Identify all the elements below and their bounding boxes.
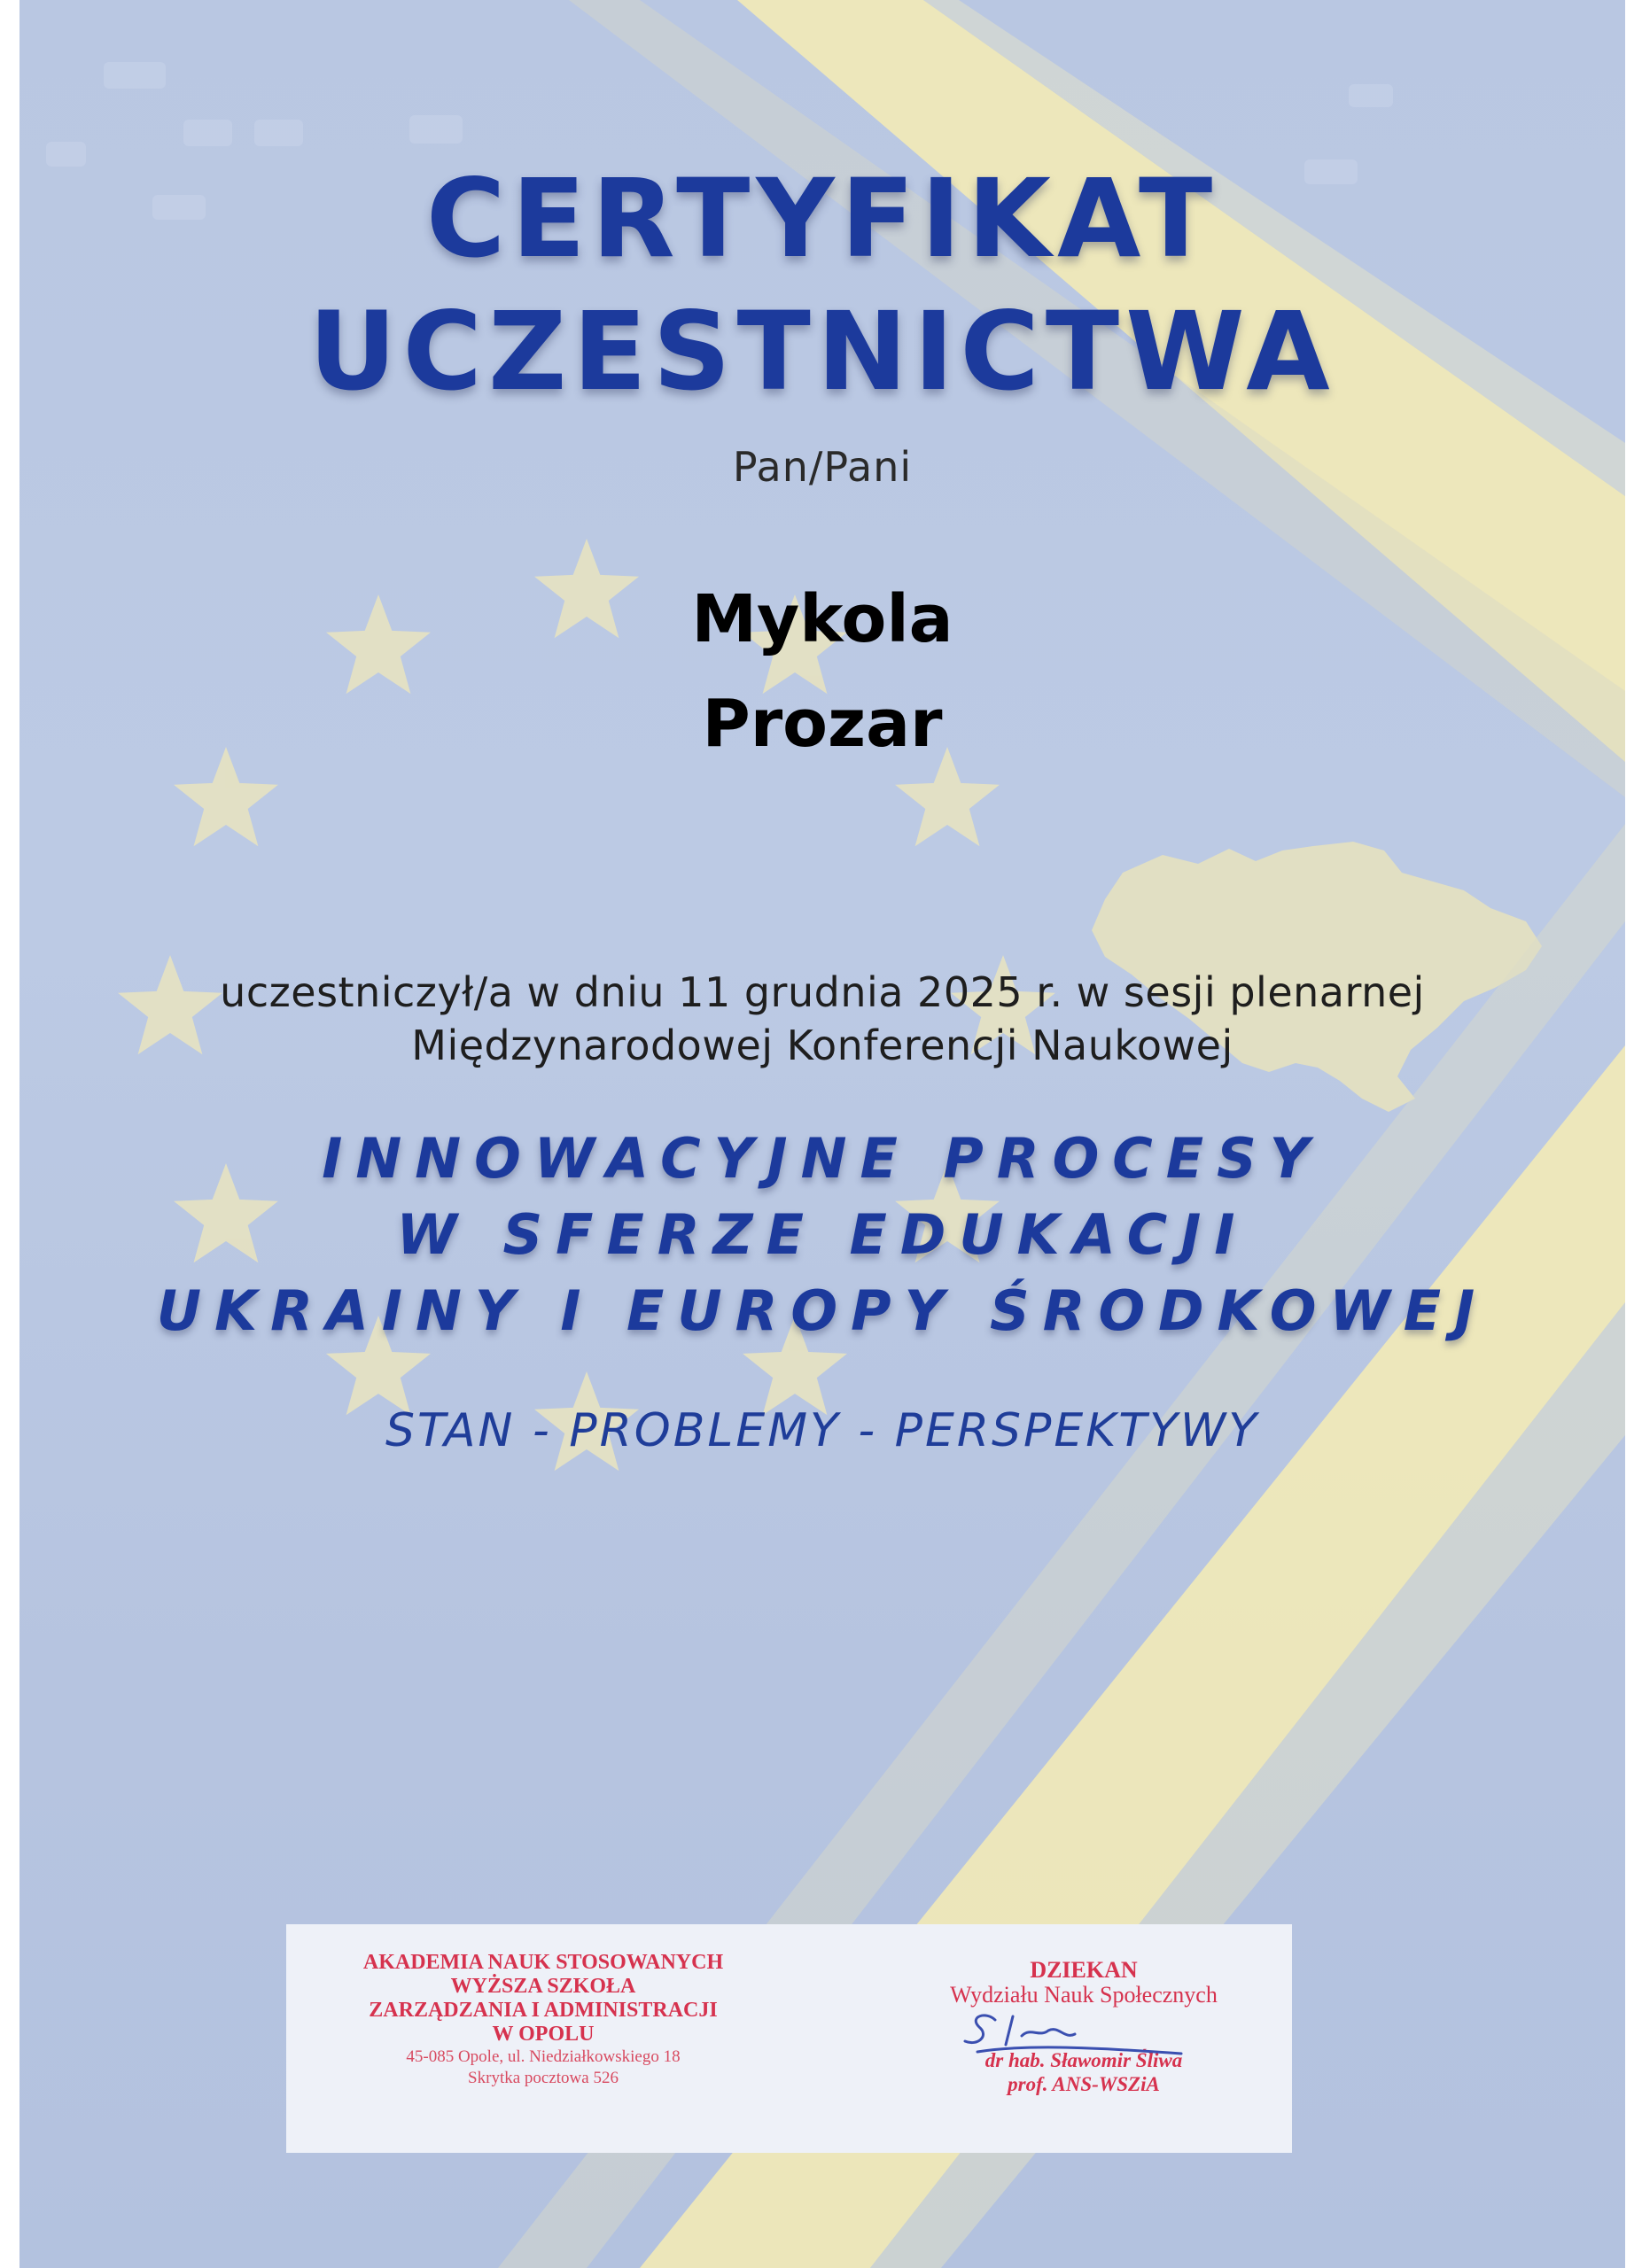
participation-line-1: uczestniczył/a w dniu 11 grudnia 2025 r. w sesji plenarnej — [220, 968, 1425, 1016]
stamp-panel — [286, 1924, 1292, 2153]
institution-po-box: Skrytka pocztowa 526 — [468, 2069, 619, 2087]
conference-title — [19, 1121, 1625, 1349]
institution-line-3: ZARZĄDZANIA I ADMINISTRACJI — [369, 1999, 718, 2022]
participation-line-2: Międzynarodowej Konferencji Naukowej — [411, 1021, 1233, 1069]
conference-line-2: W SFERZE EDUKACJI — [396, 1202, 1249, 1267]
institution-line-4: W OPOLU — [492, 2023, 595, 2046]
conference-line-3: UKRAINY I EUROPY ŚRODKOWEJ — [156, 1278, 1489, 1343]
institution-line-1: AKADEMIA NAUK STOSOWANYCH — [362, 1951, 724, 1974]
title-line-2: UCZESTNICTWA — [308, 289, 1336, 415]
title-line-1: CERTYFIKAT — [425, 156, 1219, 282]
conference-line-1: INNOWACYJNE PROCESY — [322, 1126, 1323, 1191]
dean-position: prof. ANS-WSZiA — [1008, 2073, 1160, 2095]
first-name: Mykola — [691, 581, 953, 657]
certificate-page — [19, 0, 1625, 2268]
participation-text — [19, 966, 1625, 1072]
signature-icon — [960, 2000, 1190, 2062]
institution-line-2: WYŻSZA SZKOŁA — [450, 1975, 636, 1998]
recipient-name — [19, 567, 1625, 776]
institution-address: 45-085 Opole, ul. Niedziałkowskiego 18 — [406, 2047, 681, 2066]
certificate-title — [19, 152, 1625, 418]
conference-subtitle: STAN - PROBLEMY - PERSPEKTYWY — [385, 1404, 1260, 1457]
salutation: Pan/Pani — [732, 443, 913, 491]
dean-faculty: Wydziału Nauk Społecznych — [950, 1982, 1218, 2008]
dean-name: dr hab. Sławomir Śliwa — [984, 2049, 1183, 2071]
institution-stamp — [322, 1951, 765, 2089]
dean-title: DZIEKAN — [1030, 1957, 1138, 1983]
last-name: Prozar — [702, 686, 943, 762]
